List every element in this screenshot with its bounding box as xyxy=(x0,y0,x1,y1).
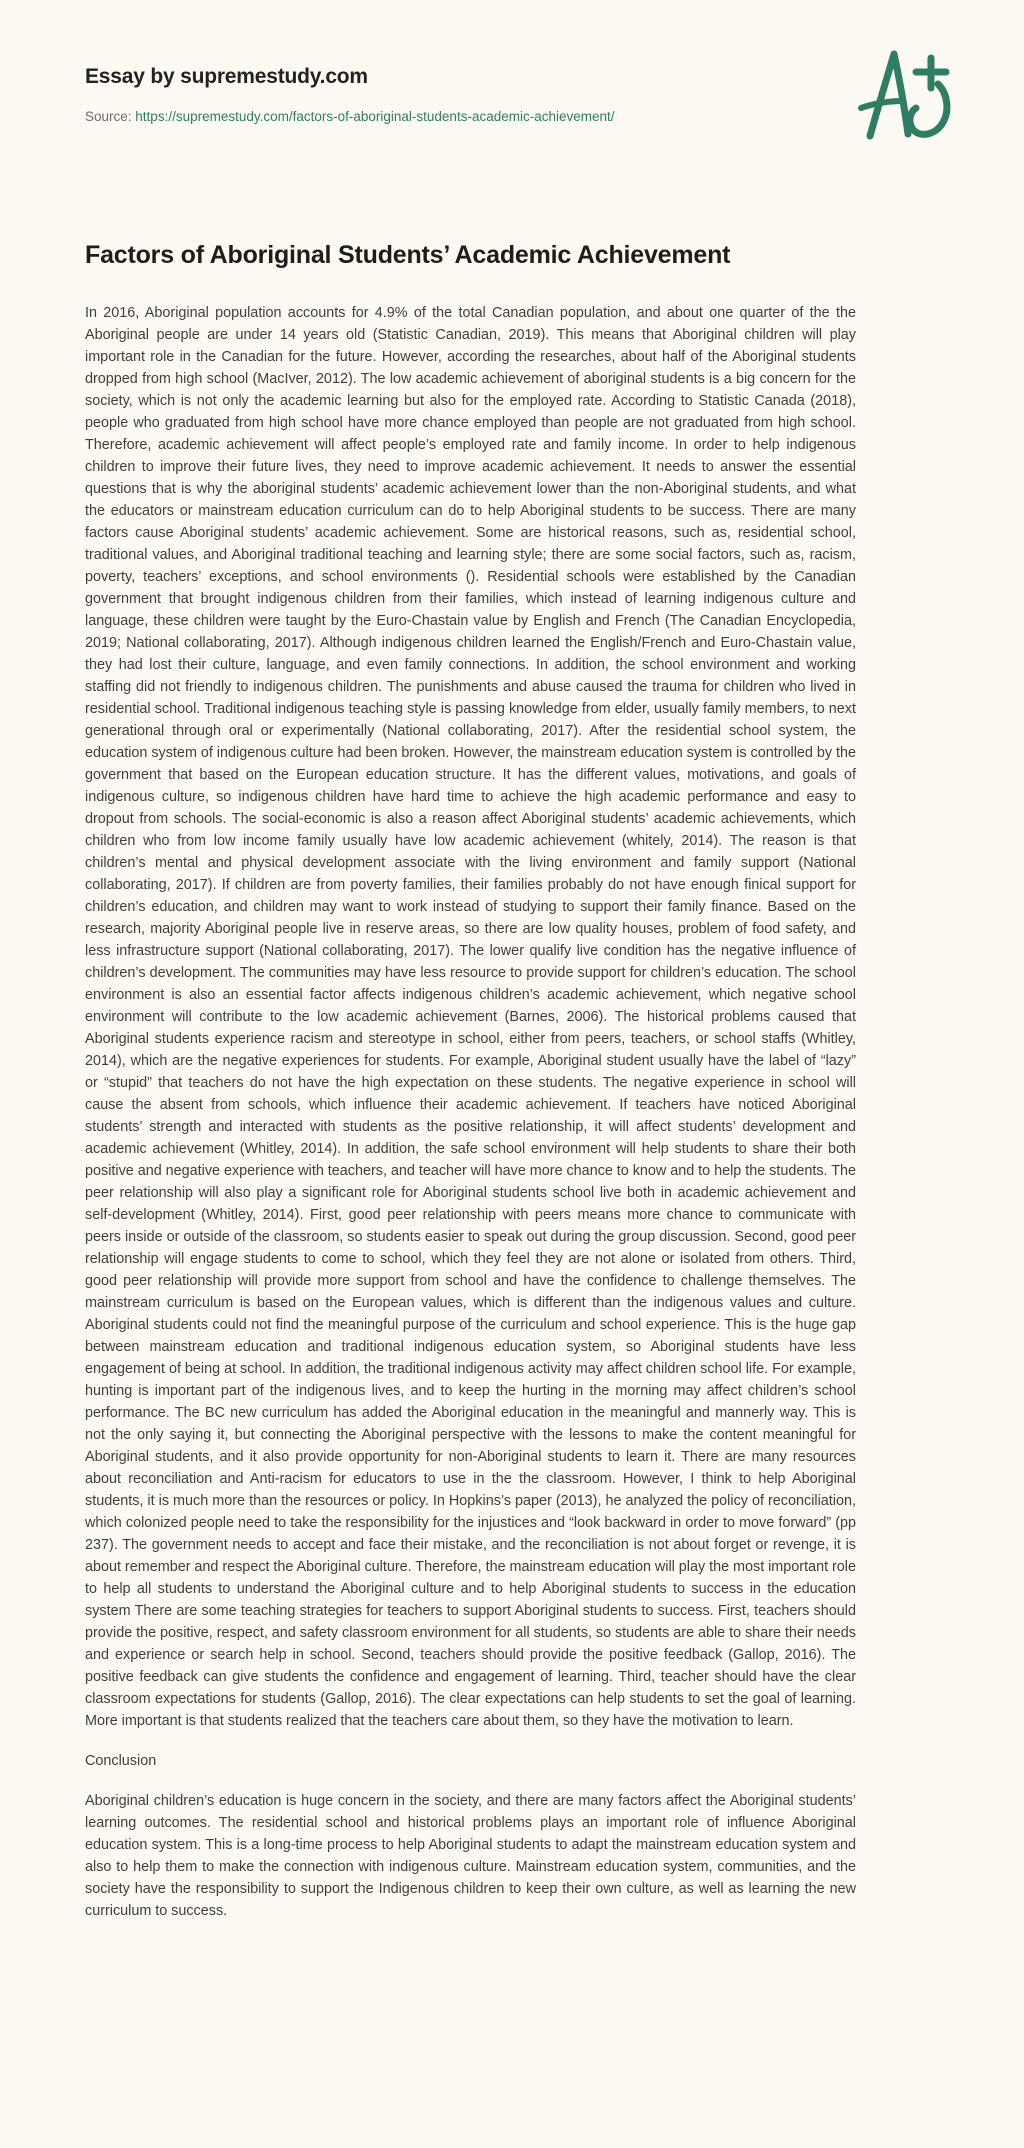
page-title: Factors of Aboriginal Students’ Academic Achievement xyxy=(85,241,731,269)
article-body xyxy=(0,302,1024,1922)
article-paragraph: Aboriginal children’s education is huge concern in the society, and there are many factors affect the Aboriginal students’ learning outcomes. The residential school and historical problems plays an important role of influence Aboriginal education system. This is a long-time process to help Aboriginal students to adapt the mainstream education system and also to help them to make the connection with indigenous culture. Mainstream education system, communities, and the society have the responsibility to support the Indigenous children to keep their own culture, as well as learning the new curriculum to success. xyxy=(85,1792,856,1919)
article xyxy=(0,132,1024,1980)
a-plus-logo xyxy=(850,38,962,146)
site-header xyxy=(0,0,1024,132)
source-label: Source: xyxy=(85,109,132,124)
conclusion-heading: Conclusion xyxy=(85,1752,157,1769)
source-attribution xyxy=(85,110,615,124)
source-url-link[interactable]: https://supremestudy.com/factors-of-aboriginal-students-academic-achievement/ xyxy=(135,109,615,124)
a-plus-logo-icon xyxy=(850,38,962,146)
site-brand: Essay by supremestudy.com xyxy=(85,65,368,88)
article-paragraph: In 2016, Aboriginal population accounts for 4.9% of the total Canadian population, and about one quarter of the the Aboriginal people are under 14 years old (Statistic Canadian, 2019). This means that Aboriginal children will play important role in the Canadian for the future. However, according the researches, about half of the Aboriginal students dropped from high school (MacIver, 2012). The low academic achievement of aboriginal students is a big concern for the society, which is not only the academic learning but also for the employed rate. According to Statistic Canada (2018), people who graduated from high school have more chance employed than people are not graduated from high school. Therefore, academic achievement will affect people’s employed rate and family income. In order to help indigenous children to improve their future lives, they need to improve academic achievement. It needs to answer the essential questions that is why the aboriginal students’ academic achievement lower than the non-Aboriginal students, and what the educators or mainstream education curriculum can do to help Aboriginal students to be success. There are many factors cause Aboriginal students’ academic achievement. Some are historical reasons, such as, residential school, traditional values, and Aboriginal traditional teaching and learning style; there are some social factors, such as, racism, poverty, teachers’ exceptions, and school environments (). Residential schools were established by the Canadian government that brought indigenous children from their families, which instead of learning indigenous culture and language, these children were taught by the Euro-Chastain value by English and French (The Canadian Encyclopedia, 2019; National collaborating, 2017). Although indigenous children learned the English/French and Euro-Chastain value, they had lost their culture, language, and even family connections. In addition, the school environment and working staffing did not friendly to indigenous children. The punishments and abuse caused the trauma for children who lived in residential school. Traditional indigenous teaching style is passing knowledge from elder, usually family members, to next generational through oral or experimentally (National collaborating, 2017). After the residential school system, the education system of indigenous culture had been broken. However, the mainstream education system is controlled by the government that based on the European education structure. It has the different values, motivations, and goals of indigenous culture, so indigenous children have hard time to achieve the high academic performance and easy to dropout from schools. The social-economic is also a reason affect Aboriginal students’ academic achievements, which children who from low income family usually have low academic achievement (whitely, 2014). The reason is that children’s mental and physical development associate with the living environment and family support (National collaborating, 2017). If children are from poverty families, their families probably do not have enough finical support for children’s education, and children may want to work instead of studying to support their family finance. Based on the research, majority Aboriginal people live in reserve areas, so there are low quality houses, problem of food safety, and less infrastructure support (National collaborating, 2017). The lower qualify live condition has the negative influence of children’s development. The communities may have less resource to provide support for children’s education. The school environment is also an essential factor affects indigenous children’s academic achievement, which negative school environment will contribute to the low academic achievement (Barnes, 2006). The historical problems caused that Aboriginal students experience racism and stereotype in school, either from peers, teachers, or school staffs (Whitley, 2014), which are the negative experiences for students. For example, Aboriginal student usually have the label of “lazy” or “stupid” that teachers do not have the high expectation on these students. The negative experience in school will cause the absent from schools, which influence their academic achievement. If teachers have noticed Aboriginal students’ strength and interacted with students as the positive relationship, it will affect students’ development and academic achievement (Whitley, 2014). In addition, the safe school environment will help students to share their both positive and negative experience with teachers, and teacher will have more chance to know and to help the students. The peer relationship will also play a significant role for Aboriginal students school live both in academic achievement and self-development (Whitley, 2014). First, good peer relationship with peers means more chance to communicate with peers inside or outside of the classroom, so students easier to speak out during the group discussion. Second, good peer relationship will engage students to come to school, which they feel they are not alone or isolated from others. Third, good peer relationship will provide more support from school and have the confidence to challenge themselves. The mainstream curriculum is based on the European values, which is different than the indigenous values and culture. Aboriginal students could not find the meaningful purpose of the curriculum and school experience. This is the huge gap between mainstream education and traditional indigenous education system, so Aboriginal students have less engagement of being at school. In addition, the traditional indigenous activity may affect children school life. For example, hunting is important part of the indigenous lives, and to keep the hurting in the morning may affect children’s school performance. The BC new curriculum has added the Aboriginal education in the meaningful and mannerly way. This is not the only saying it, but connecting the Aboriginal perspective with the lessons to make the content meaningful for Aboriginal students, and it also provide opportunity for non-Aboriginal students to learn it. There are many resources about reconciliation and Anti-racism for educators to use in the the classroom. However, I think to help Aboriginal students, it is much more than the resources or policy. In Hopkins’s paper (2013), he analyzed the policy of reconciliation, which colonized people need to take the responsibility for the injustices and “look backward in order to move forward” (pp 237). The government needs to accept and face their mistake, and the reconciliation is not about forget or revenge, it is about remember and respect the Aboriginal culture. Therefore, the mainstream education will play the most important role to help all students to understand the Aboriginal culture and to help Aboriginal students to success in the education system There are some teaching strategies for teachers to support Aboriginal students to success. First, teachers should provide the positive, respect, and safety classroom environment for all students, so students are able to share their needs and experience or search help in school. Second, teachers should provide the positive feedback (Gallop, 2016). The positive feedback can give students the confidence and engagement of learning. Third, teacher should have the clear classroom expectations for students (Gallop, 2016). The clear expectations can help students to set the goal of learning. More important is that students realized that the teachers care about them, so they have the motivation to learn. xyxy=(85,304,856,1729)
